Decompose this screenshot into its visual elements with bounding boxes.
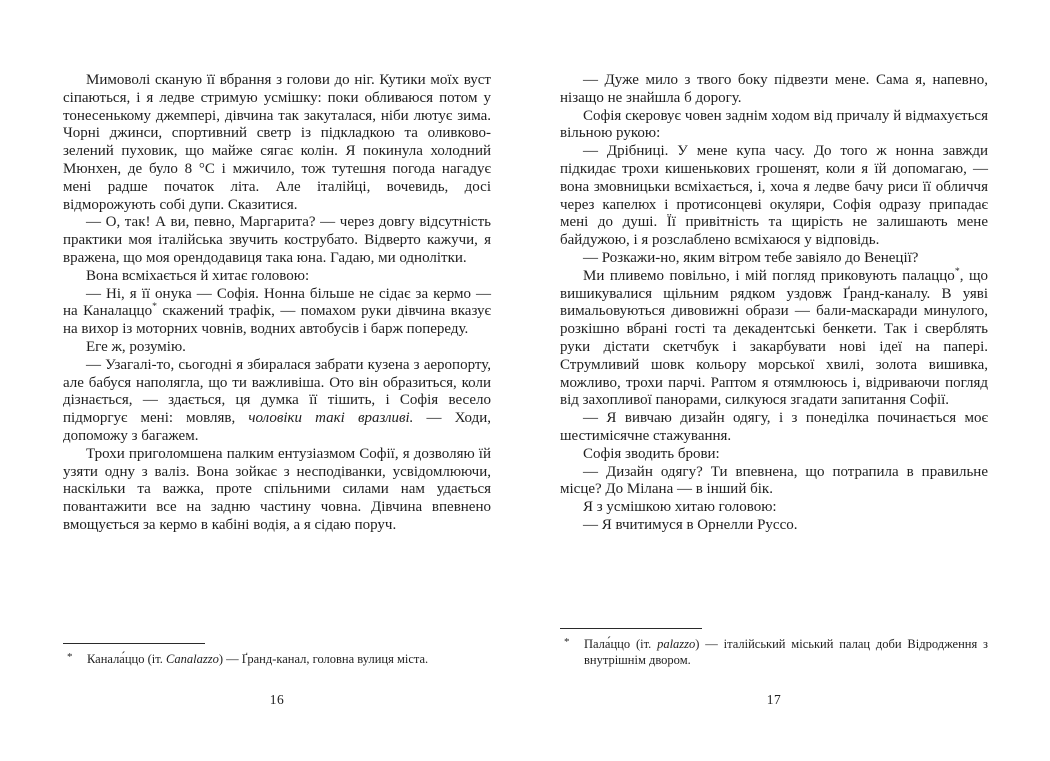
paragraph [63,214,491,267]
paragraph [63,268,491,286]
footnote-text [87,652,428,666]
footnote [63,643,491,667]
footnote-text [584,637,988,667]
footnote-marker: * [564,636,570,648]
paragraph [560,108,988,144]
text-run: — О, так! А ви, певно, Маргарита? — через довгу відсутність практики моя італійська звучить кострубато. Відверто кажучи, я вражена, що моя орендодавиця така юна. Гадаю, ми однолітки. [63,214,491,266]
paragraph [560,72,988,108]
paragraph [63,357,491,446]
text-run: Канала́ццо (іт. [87,652,167,666]
page-number: 17 [766,692,782,707]
text-run: — Дрібниці. У мене купа часу. До того ж нонна завжди підкидає трохи кишенькових грошенят, коли я їй допомагаю, — вона змовницьки всміхається, і, хоча я ледве бачу риси її обличчя через капелюх і протисонцеві окуляри, Софія одразу припадає мені до душі. Її привітність та щирість не залишають мене байдужою, і я розслаблено всміхаюся у відповідь. [560,143,988,249]
page-body [63,72,491,535]
footnote-reference: * [152,301,157,313]
paragraph [560,464,988,500]
text-run: — Дизайн одягу? Ти впевнена, що потрапила в правильне місце? До Мілана — в інший бік. [560,463,988,498]
italic-text: Canalazzo [166,652,219,666]
text-run: — Дуже мило з твого боку підвезти мене. Сама я, напевно, нізащо не знайшла б дорогу. [560,72,988,106]
paragraph [63,286,491,339]
page-body [560,72,988,535]
footnote-reference: * [954,265,960,277]
text-run: — Ні, я її онука — Софія. Нонна більше не сідає за кермо — на Каналаццо [63,285,491,320]
italic-text: palazzo [657,637,696,651]
text-run: ) — Ґранд-канал, головна вулиця міста. [218,652,429,666]
text-run: , що вишикувалися щільним рядком уздовж Ґранд-каналу. В уяві вимальовуються дивовижні образи — бали-маскаради минулого, розкішно вбрані гості та декадентські бенкети. Так і сверблять руки дістати скетчбук і закарбувати нові ідеї на папері. Струмливий шовк кольору морської хвилі, золота вишивка, можливо, трохи парчі. Раптом я отямлююсь і, відриваючи погляд від захопливої панорами, силкуюся згадати запитання Софії. [560,267,988,409]
text-run: скажений трафік, — помахом руки дівчина вказує на вихор із моторних човнів, водних автобусів і барж попереду. [63,303,491,338]
text-run: ) — італійський міський палац доби Відродження з внутрішнім двором. [584,637,988,667]
footnote [560,628,988,668]
page-number: 16 [269,692,285,707]
paragraph [560,446,988,464]
page-left [63,0,491,761]
text-run: Софія зводить брови: [583,445,720,462]
text-run: — Розкажи-но, яким вітром тебе завіяло до Венеції? [583,249,919,266]
italic-text: чоловіки такі вразливі. [248,410,414,427]
text-run: Вона всміхається й хитає головою: [86,267,310,284]
paragraph [560,410,988,446]
text-run: Софія скеровує човен заднім ходом від причалу й відмахується вільною рукою: [560,107,988,142]
paragraph [63,339,491,357]
text-run: Еге ж, розумію. [86,338,186,355]
footnote-divider [560,628,702,629]
paragraph [560,143,988,250]
footnote-divider [63,643,205,644]
paragraph [560,517,988,535]
text-run: Трохи приголомшена палким ентузіазмом Софії, я дозволяю їй узяти одну з валіз. Вона зойкає з несподіванки, усвідомлюючи, наскільки та важка, проте спільними силами нам удається повантажити все на задню частину човна. Дівчина впевнено вмощується за кермо в кабіні водія, а я сідаю поруч. [63,445,491,533]
paragraph [63,72,491,214]
text-run: Ми пливемо повільно, і мій погляд приковують палаццо [583,267,955,284]
text-run: — Я вчитимуся в Орнелли Руссо. [583,516,798,533]
paragraph [560,250,988,268]
footnote-marker: * [67,651,73,663]
text-run: — Ходи, допоможу з багажем. [63,410,491,444]
text-run: Пала́ццо (іт. [584,637,658,651]
text-run: — Я вивчаю дизайн одягу, і з понеділка починається моє шестимісячне стажування. [560,410,988,444]
page-right [560,0,988,761]
paragraph [63,446,491,535]
text-run: Мимоволі сканую її вбрання з голови до ніг. Кутики моїх вуст сіпаються, і я ледве стримую усмішку: поки обливаюся потом у тонесенькому джемпері, дівчина так закуталася, ніби лютує зима. Чорні джинси, спортивний светр із підкладкою та оливково-зелений пуховик, що майже сягає колін. Я покинула холодний Мюнхен, де було 8 °С і мжичило, тож тутешня погода нагадує мені радше початок літа. Але італійці, вочевидь, досі відморожують собі дупи. Сказитися. [63,72,491,213]
paragraph [560,499,988,517]
text-run: Я з усмішкою хитаю головою: [583,499,777,516]
paragraph [560,265,988,410]
text-run: — Узагалі-то, сьогодні я збиралася забрати кузена з аеропорту, але бабуся наполягла, що ти важливіша. Ото він образиться, коли дізнається, — здається, ця думка її тішить, і Софія весело підморгує мені: мовляв, [63,356,491,427]
